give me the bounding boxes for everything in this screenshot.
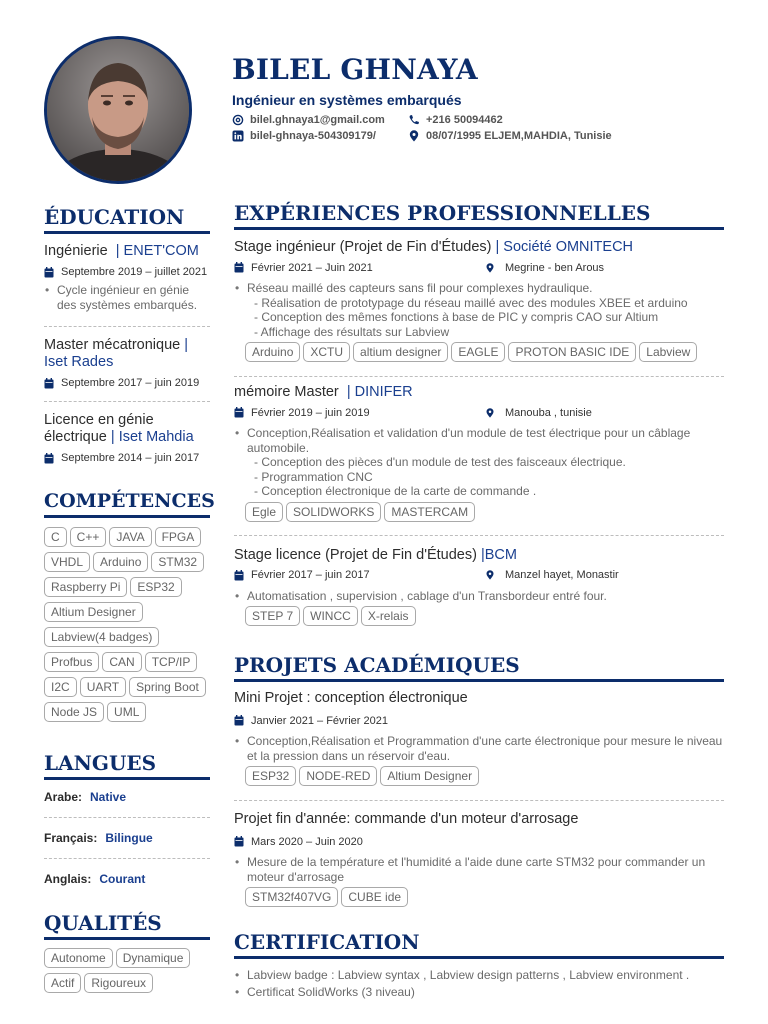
languages-list [44, 790, 210, 886]
project-dates: Janvier 2021 – Février 2021 [234, 713, 724, 728]
language-item: Français: Bilingue [44, 831, 153, 845]
skill-tag: C++ [70, 527, 107, 547]
experience-title: EXPÉRIENCES PROFESSIONNELLES [234, 200, 724, 230]
skills-title: COMPÉTENCES [44, 488, 210, 518]
education-item [44, 412, 210, 464]
qualities-title: QUALITÉS [44, 910, 210, 940]
skill-tag: STM32f407VG [245, 887, 338, 907]
calendar-icon [234, 715, 244, 726]
education-dates: Septembre 2017 – juin 2019 [44, 377, 210, 389]
candidate-name: BILEL GHNAYA [232, 53, 478, 86]
divider [234, 376, 724, 377]
experience-meta: Février 2019 – juin 2019 Manouba , tunisie [234, 405, 724, 420]
language-item: Anglais: Courant [44, 872, 146, 886]
education-degree: Master mécatronique | Iset Rades [44, 337, 189, 370]
project-item [234, 690, 724, 786]
certification-list [234, 967, 724, 1001]
experience-role: Stage ingénieur (Projet de Fin d'Études) | Société OMNITECH [234, 239, 634, 255]
right-column [234, 200, 724, 1001]
project-tags [234, 887, 724, 907]
calendar-icon [44, 453, 54, 464]
at-icon [232, 114, 244, 126]
experience-org: |BCM [480, 546, 517, 563]
project-details: • Conception,Réalisation et Programmation d'une carte électronique pour mesure le niveau et la pression dans un réservoir d'eau. [234, 734, 724, 763]
experience-tags [234, 342, 724, 362]
email-contact[interactable] [232, 114, 408, 126]
skill-tag: Rigoureux [84, 973, 153, 993]
education-dates: Septembre 2014 – juin 2017 [44, 452, 210, 464]
skill-tag: ESP32 [245, 766, 296, 786]
skill-tag: Spring Boot [129, 677, 206, 697]
resume-header [232, 54, 732, 142]
location-pin-icon [485, 569, 495, 581]
experience-meta: Février 2021 – Juin 2021 Megrine - ben Arous [234, 260, 724, 275]
skill-tag: Actif [44, 973, 81, 993]
calendar-icon [44, 267, 54, 278]
experience-tags [234, 502, 724, 522]
skill-tag: VHDL [44, 552, 90, 572]
skill-tag: Altium Designer [380, 766, 479, 786]
experience-item [234, 384, 724, 522]
project-title: Projet fin d'année: commande d'un moteur d'arrosage [234, 811, 579, 827]
divider [44, 858, 210, 859]
experience-org: | Société OMNITECH [495, 239, 634, 255]
skill-tag: STM32 [151, 552, 204, 572]
calendar-icon [234, 262, 244, 273]
project-details: • Mesure de la température et l'humidité a l'aide dune carte STM32 pour commander un moteur d'arrosage [234, 855, 724, 884]
linkedin-contact[interactable] [232, 130, 408, 142]
skill-tag: CUBE ide [341, 887, 408, 907]
birth-location-info [408, 130, 708, 142]
education-school: | Iset Rades [44, 337, 189, 370]
location-pin-icon [485, 407, 495, 419]
skill-tag: Arduino [245, 342, 300, 362]
project-title: Mini Projet : conception électronique [234, 690, 468, 706]
skill-tag: JAVA [109, 527, 151, 547]
skill-tag: Egle [245, 502, 283, 522]
contact-info [232, 114, 732, 142]
qualities-list [44, 948, 210, 993]
languages-title: LANGUES [44, 750, 210, 780]
skill-tag: STEP 7 [245, 606, 300, 626]
education-item [44, 243, 210, 312]
divider [234, 535, 724, 536]
candidate-position: Ingénieur en systèmes embarqués [232, 92, 462, 108]
calendar-icon [44, 378, 54, 389]
birth-location-text: 08/07/1995 ELJEM,MAHDIA, Tunisie [426, 130, 612, 142]
experience-details: • Conception,Réalisation et validation d'un module de test électrique pour un câblage automobile. - Conception des pièces d'un module de test des faisceaux électrique. - Programmation CNC - Conception électronique de la carte de commande . [234, 426, 724, 499]
language-item: Arabe: Native [44, 790, 127, 804]
education-item [44, 337, 210, 389]
skill-tag: UART [80, 677, 126, 697]
profile-photo [44, 36, 192, 184]
skill-tag: Raspberry Pi [44, 577, 127, 597]
location-pin-icon [408, 130, 420, 142]
phone-icon [408, 114, 420, 126]
project-item [234, 811, 724, 907]
left-column [44, 204, 215, 993]
skill-tag: EAGLE [451, 342, 505, 362]
skill-tag: Node JS [44, 702, 104, 722]
skill-tag: MASTERCAM [384, 502, 475, 522]
skill-tag: ESP32 [130, 577, 181, 597]
skill-tag: UML [107, 702, 146, 722]
skill-tag: PROTON BASIC IDE [508, 342, 636, 362]
skill-tag: I2C [44, 677, 77, 697]
skill-tag: NODE-RED [299, 766, 377, 786]
experience-details: • Réseau maillé des capteurs sans fil pour complexes hydraulique. - Réalisation de prototypage du réseau maillé avec des modules XBEE et arduino - Conception des mêmes fonctions à base de PIC y compris CAO sur Altium - Affichage des résultats sur Labview [234, 281, 724, 339]
project-dates: Mars 2020 – Juin 2020 [234, 834, 724, 849]
skill-tag: altium designer [353, 342, 448, 362]
education-school: | Iset Mahdia [110, 429, 194, 445]
calendar-icon [234, 407, 244, 418]
skill-tag: Arduino [93, 552, 148, 572]
skills-list [44, 527, 210, 722]
divider [44, 326, 210, 327]
calendar-icon [234, 570, 244, 581]
projects-title: PROJETS ACADÉMIQUES [234, 652, 724, 682]
experience-details: • Automatisation , supervision , cablage d'un Transbordeur entré four. [234, 589, 724, 604]
education-degree: Ingénierie | ENET'COM [44, 243, 199, 259]
certification-item: • Labview badge : Labview syntax , Labview design patterns , Labview environment . [234, 967, 724, 984]
skill-tag: C [44, 527, 67, 547]
project-tags [234, 766, 724, 786]
skill-tag: X-relais [361, 606, 416, 626]
experience-org: | DINIFER [346, 384, 413, 400]
skill-tag: WINCC [303, 606, 358, 626]
skill-tag: Profbus [44, 652, 99, 672]
phone-contact[interactable] [408, 114, 708, 126]
education-title: ÉDUCATION [44, 204, 210, 234]
experience-role: Stage licence (Projet de Fin d'Études) |BCM [234, 546, 517, 563]
linkedin-icon [232, 130, 244, 142]
education-school: | ENET'COM [115, 243, 199, 259]
experience-item [234, 547, 724, 627]
skill-tag: Labview [639, 342, 697, 362]
divider [234, 800, 724, 801]
skill-tag: TCP/IP [145, 652, 198, 672]
skill-tag: FPGA [155, 527, 202, 547]
certification-title: CERTIFICATION [234, 929, 724, 959]
experience-meta: Février 2017 – juin 2017 Manzel hayet, Monastir [234, 568, 724, 583]
education-dates: Septembre 2019 – juillet 2021 [44, 266, 210, 278]
skill-tag: Labview(4 badges) [44, 627, 159, 647]
location-pin-icon [485, 262, 495, 274]
skill-tag: XCTU [303, 342, 350, 362]
skill-tag: Dynamique [116, 948, 191, 968]
education-detail: • Cycle ingénieur en génie des systèmes embarqués. [44, 283, 210, 312]
phone-text[interactable]: +216 50094462 [426, 114, 503, 126]
linkedin-text[interactable]: bilel-ghnaya-504309179/ [250, 130, 376, 142]
skill-tag: SOLIDWORKS [286, 502, 381, 522]
divider [44, 817, 210, 818]
experience-tags [234, 606, 724, 626]
calendar-icon [234, 836, 244, 847]
skill-tag: CAN [102, 652, 141, 672]
education-degree: Licence en génie électrique | Iset Mahdia [44, 412, 194, 445]
experience-role: mémoire Master | DINIFER [234, 384, 413, 400]
skill-tag: Autonome [44, 948, 113, 968]
divider [44, 401, 210, 402]
certification-item: • Certificat SolidWorks (3 niveau) [234, 984, 724, 1001]
experience-item [234, 239, 724, 362]
email-text[interactable]: bilel.ghnaya1@gmail.com [250, 114, 385, 126]
skill-tag: Altium Designer [44, 602, 143, 622]
